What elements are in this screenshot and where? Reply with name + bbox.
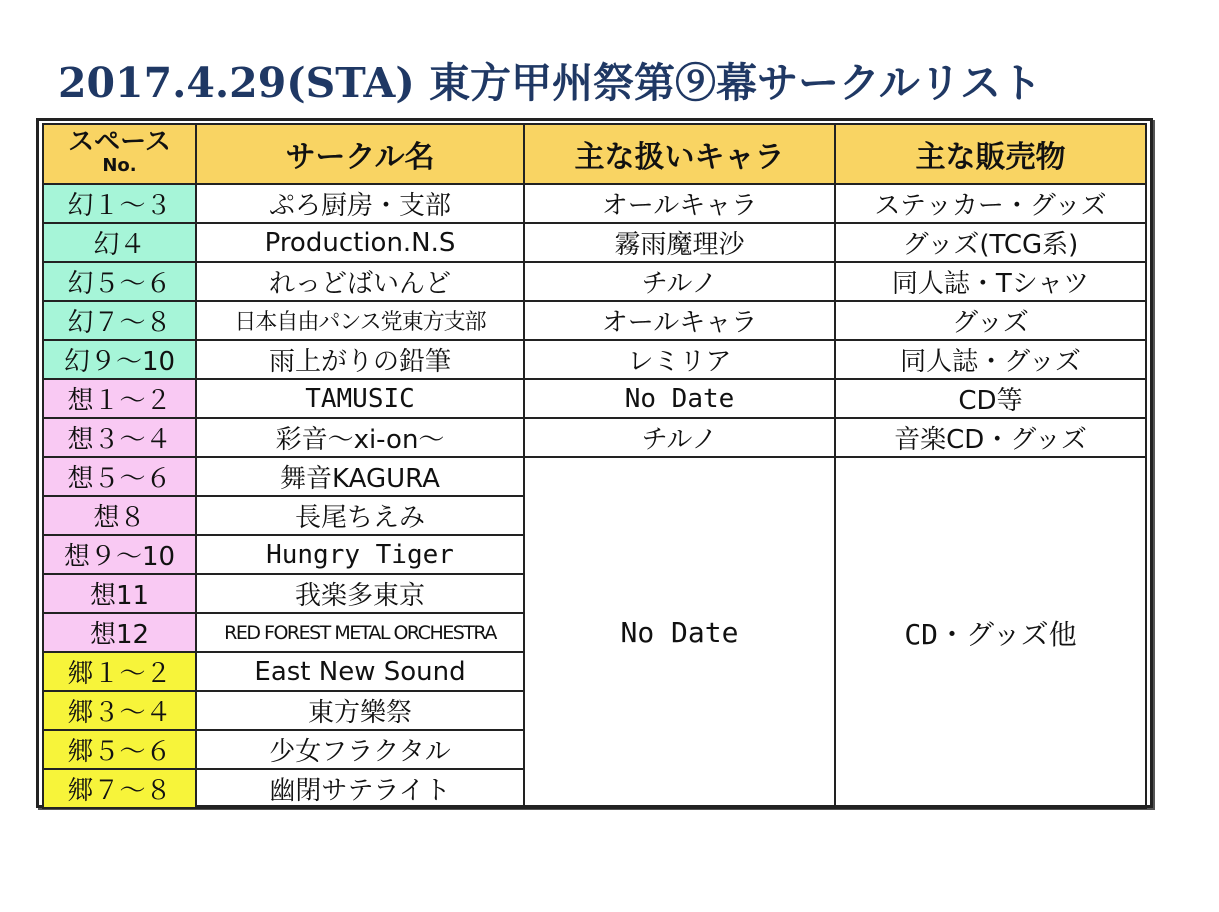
circle-cell: 日本自由パンス党東方支部	[196, 301, 524, 340]
table-row	[43, 262, 1146, 301]
table-row	[43, 418, 1146, 457]
space-cell: 想８	[43, 496, 196, 535]
chara-cell: オールキャラ	[524, 184, 835, 223]
table-row	[43, 379, 1146, 418]
space-cell: 郷３～４	[43, 691, 196, 730]
table-row	[43, 223, 1146, 262]
goods-cell: 音楽CD・グッズ	[835, 418, 1146, 457]
header-goods: 主な販売物	[835, 124, 1146, 184]
table-row	[43, 340, 1146, 379]
space-cell: 幻４	[43, 223, 196, 262]
chara-cell: レミリア	[524, 340, 835, 379]
goods-cell: 同人誌・グッズ	[835, 340, 1146, 379]
table-row	[43, 301, 1146, 340]
merged-goods-cell: CD・グッズ他	[835, 457, 1146, 808]
goods-cell: グッズ(TCG系)	[835, 223, 1146, 262]
space-cell: 想１～２	[43, 379, 196, 418]
circle-cell: 雨上がりの鉛筆	[196, 340, 524, 379]
header-circle: サークル名	[196, 124, 524, 184]
circle-cell: RED FOREST METAL ORCHESTRA	[196, 613, 524, 652]
space-cell: 想９～10	[43, 535, 196, 574]
space-cell: 想11	[43, 574, 196, 613]
circle-list-table	[42, 123, 1147, 809]
table-header-row	[43, 124, 1146, 184]
page-title: 2017.4.29(STA) 東方甲州祭第⑨幕サークルリスト	[58, 59, 1042, 107]
circle-cell: Production.N.S	[196, 223, 524, 262]
space-cell: 幻５～６	[43, 262, 196, 301]
header-chara: 主な扱いキャラ	[524, 124, 835, 184]
merged-chara-cell: No Date	[524, 457, 835, 808]
circle-cell: 舞音KAGURA	[196, 457, 524, 496]
circle-cell: ぷろ厨房・支部	[196, 184, 524, 223]
circle-cell: 長尾ちえみ	[196, 496, 524, 535]
header-space	[43, 124, 196, 184]
space-cell: 想12	[43, 613, 196, 652]
space-cell: 想５～６	[43, 457, 196, 496]
chara-cell: チルノ	[524, 418, 835, 457]
circle-cell: 少女フラクタル	[196, 730, 524, 769]
circle-cell: 幽閉サテライト	[196, 769, 524, 808]
chara-cell: チルノ	[524, 262, 835, 301]
space-cell: 郷１～２	[43, 652, 196, 691]
goods-cell: CD等	[835, 379, 1146, 418]
goods-cell: ステッカー・グッズ	[835, 184, 1146, 223]
space-cell: 幻９～10	[43, 340, 196, 379]
circle-cell: Hungry Tiger	[196, 535, 524, 574]
header-space-no: No.	[102, 155, 137, 176]
table-row	[43, 457, 1146, 496]
goods-cell: 同人誌・Tシャツ	[835, 262, 1146, 301]
circle-cell: 我楽多東京	[196, 574, 524, 613]
circle-cell: TAMUSIC	[196, 379, 524, 418]
space-cell: 郷５～６	[43, 730, 196, 769]
circle-cell: 彩音～xi-on～	[196, 418, 524, 457]
space-cell: 幻１～３	[43, 184, 196, 223]
space-cell: 幻７～８	[43, 301, 196, 340]
circle-cell: 東方樂祭	[196, 691, 524, 730]
table-row	[43, 184, 1146, 223]
circle-cell: れっどばいんど	[196, 262, 524, 301]
space-cell: 想３～４	[43, 418, 196, 457]
chara-cell: オールキャラ	[524, 301, 835, 340]
chara-cell: 霧雨魔理沙	[524, 223, 835, 262]
space-cell: 郷７～８	[43, 769, 196, 808]
circle-cell: East New Sound	[196, 652, 524, 691]
goods-cell: グッズ	[835, 301, 1146, 340]
chara-cell: No Date	[524, 379, 835, 418]
header-space-label: スペース	[68, 127, 171, 157]
